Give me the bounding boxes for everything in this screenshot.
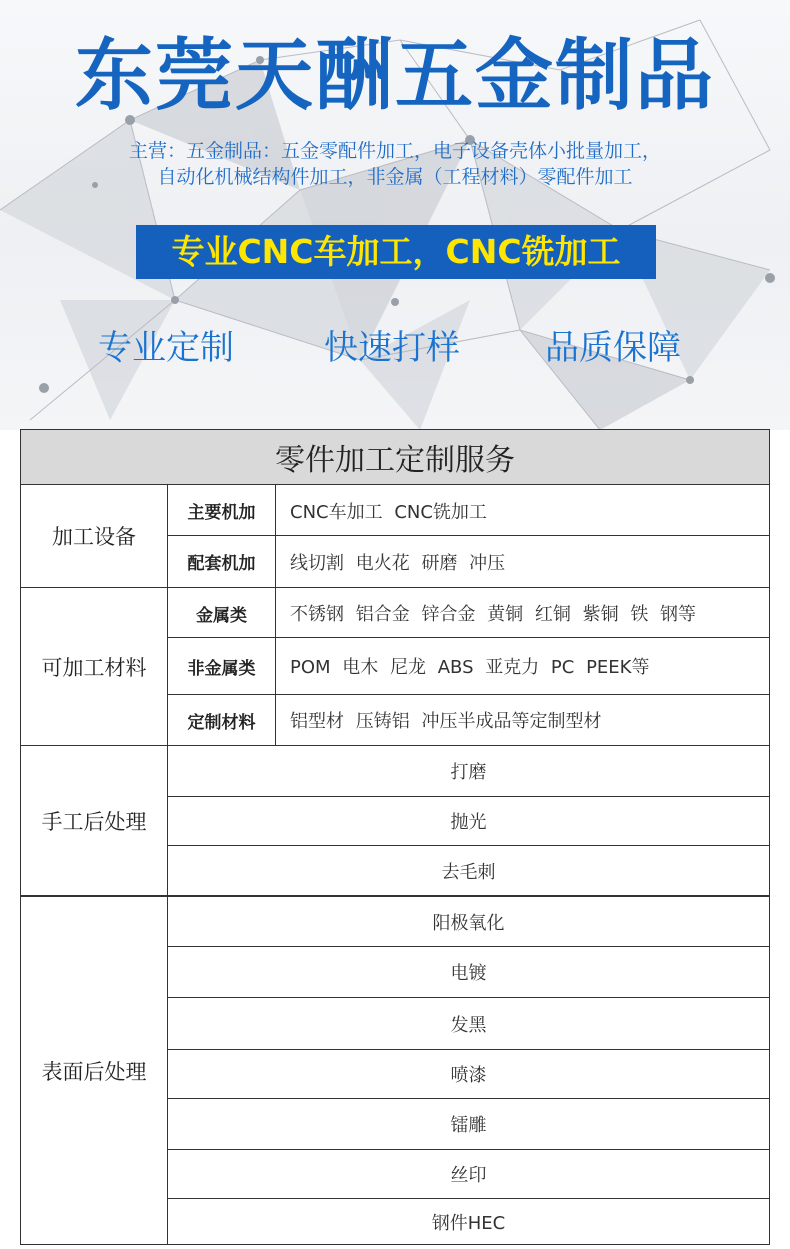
surface-item-blackening: 发黑 [450, 1014, 487, 1036]
value-custom-materials: 铝型材 压铸铝 冲压半成品等定制型材 [290, 711, 602, 732]
value-metals: 不锈钢 铝合金 锌合金 黄铜 红铜 紫铜 铁 钢等 [290, 604, 697, 625]
feature-quality: 品质保障 [545, 328, 681, 368]
table-title: 零件加工定制服务 [21, 430, 769, 485]
surface-item-painting: 喷漆 [450, 1065, 487, 1086]
value-main-machining: CNC车加工 CNC铣加工 [290, 501, 487, 523]
manual-item-polishing: 抛光 [450, 812, 487, 833]
sub-label-nonmetals: 非金属类 [168, 638, 276, 694]
feature-list [0, 320, 790, 376]
company-title: 东莞天酬五金制品 [74, 31, 715, 121]
category-materials: 可加工材料 [21, 588, 168, 745]
value-nonmetals: POM 电木 尼龙 ABS 亚克力 PC PEEK等 [290, 657, 650, 678]
category-surface-finishing: 表面后处理 [21, 897, 168, 1244]
business-scope-line-2: 自动化机械结构件加工，非金属（工程材料）零配件加工 [157, 166, 633, 188]
surface-item-plating: 电镀 [450, 963, 487, 984]
surface-item-steel-hec: 钢件HEC [431, 1212, 506, 1234]
category-equipment: 加工设备 [21, 485, 168, 587]
manual-item-grinding: 打磨 [450, 762, 487, 783]
category-manual-finishing: 手工后处理 [21, 746, 168, 895]
sub-label-metals: 金属类 [168, 588, 276, 638]
business-scope-line-1: 主营：五金制品：五金零配件加工，电子设备壳体小批量加工， [128, 140, 661, 162]
feature-custom: 专业定制 [98, 328, 234, 368]
sub-label-aux-machining: 配套机加 [168, 536, 276, 587]
surface-item-laser-engraving: 镭雕 [450, 1115, 487, 1136]
sub-label-custom-materials: 定制材料 [168, 695, 276, 745]
manual-item-deburring: 去毛刺 [441, 861, 496, 883]
feature-fast-sample: 快速打样 [324, 328, 460, 368]
value-aux-machining: 线切割 电火花 研磨 冲压 [290, 552, 506, 574]
sub-label-main-machining: 主要机加 [168, 485, 276, 536]
cnc-banner: 专业CNC车加工，CNC铣加工 [136, 225, 656, 279]
surface-item-anodizing: 阳极氧化 [432, 912, 505, 934]
surface-item-silkscreen: 丝印 [450, 1165, 487, 1186]
service-table [20, 429, 770, 1245]
hero-section [0, 0, 790, 430]
